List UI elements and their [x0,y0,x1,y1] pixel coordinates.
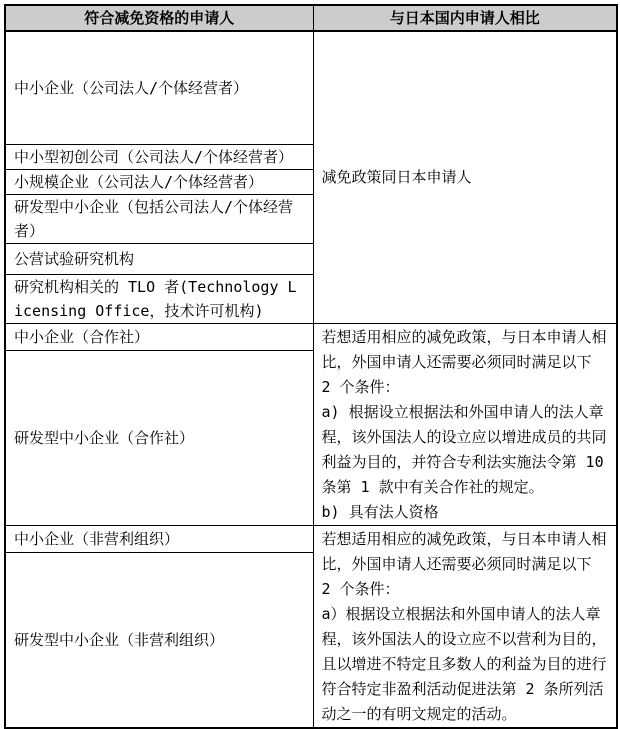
applicant-cell-startup: 中小型初创公司（公司法人/个体经营者） [5,144,313,169]
condition-intro-text: 若想适用相应的减免政策，与日本申请人相比，外国申请人还需要必须同时满足以下 2 个条件： [321,327,607,396]
applicant-cell-small-scale: 小规模企业（公司法人/个体经营者） [5,169,313,194]
comparison-cell-nonprofit-conditions [313,525,617,728]
table-header-row [5,5,617,31]
column-header-comparison-with-japan: 与日本国内申请人相比 [313,5,617,31]
table-row [5,31,617,144]
condition-a-text: a) 根据设立根据法和外国申请人的法人章程，该外国法人的设立应以增进成员的共同利益为目的，并符合专利法实施法令第 10 条第 1 款中有关合作社的规定。 [321,402,607,496]
condition-intro-text: 若想适用相应的减免政策，与日本申请人相比，外国申请人还需要必须同时满足以下 2 个条件： [321,529,607,598]
table-row [5,525,617,553]
fee-reduction-eligibility-table [4,4,618,729]
applicant-cell-tlo: 研究机构相关的 TLO 者(Technology Licensing Office，技术许可机构) [5,274,313,323]
applicant-cell-public-research: 公营试验研究机构 [5,243,313,274]
applicant-cell-rnd-sme-cooperative: 研发型中小企业（合作社） [5,350,313,525]
applicant-cell-sme-cooperative: 中小企业（合作社） [5,323,313,350]
comparison-cell-same-policy: 减免政策同日本申请人 [313,31,617,323]
column-header-eligible-applicants: 符合减免资格的申请人 [5,5,313,31]
condition-b-text: b) 具有法人资格 [321,502,439,521]
applicant-cell-rnd-sme: 研发型中小企业（包括公司法人/个体经营者） [5,194,313,243]
comparison-cell-cooperative-conditions [313,323,617,525]
applicant-cell-sme-nonprofit: 中小企业（非营利组织） [5,525,313,553]
table-row [5,323,617,350]
applicant-cell-sme-corporate: 中小企业（公司法人/个体经营者） [5,31,313,144]
applicant-cell-rnd-sme-nonprofit: 研发型中小企业（非营利组织） [5,553,313,728]
condition-a-text: a）根据设立根据法和外国申请人的法人章程，该外国法人的设立应不以营利为目的，且以增进不特定且多数人的利益为目的进行符合特定非盈利活动促进法第 2 条所列活动之一的有明文规定的活动。 [321,604,607,723]
